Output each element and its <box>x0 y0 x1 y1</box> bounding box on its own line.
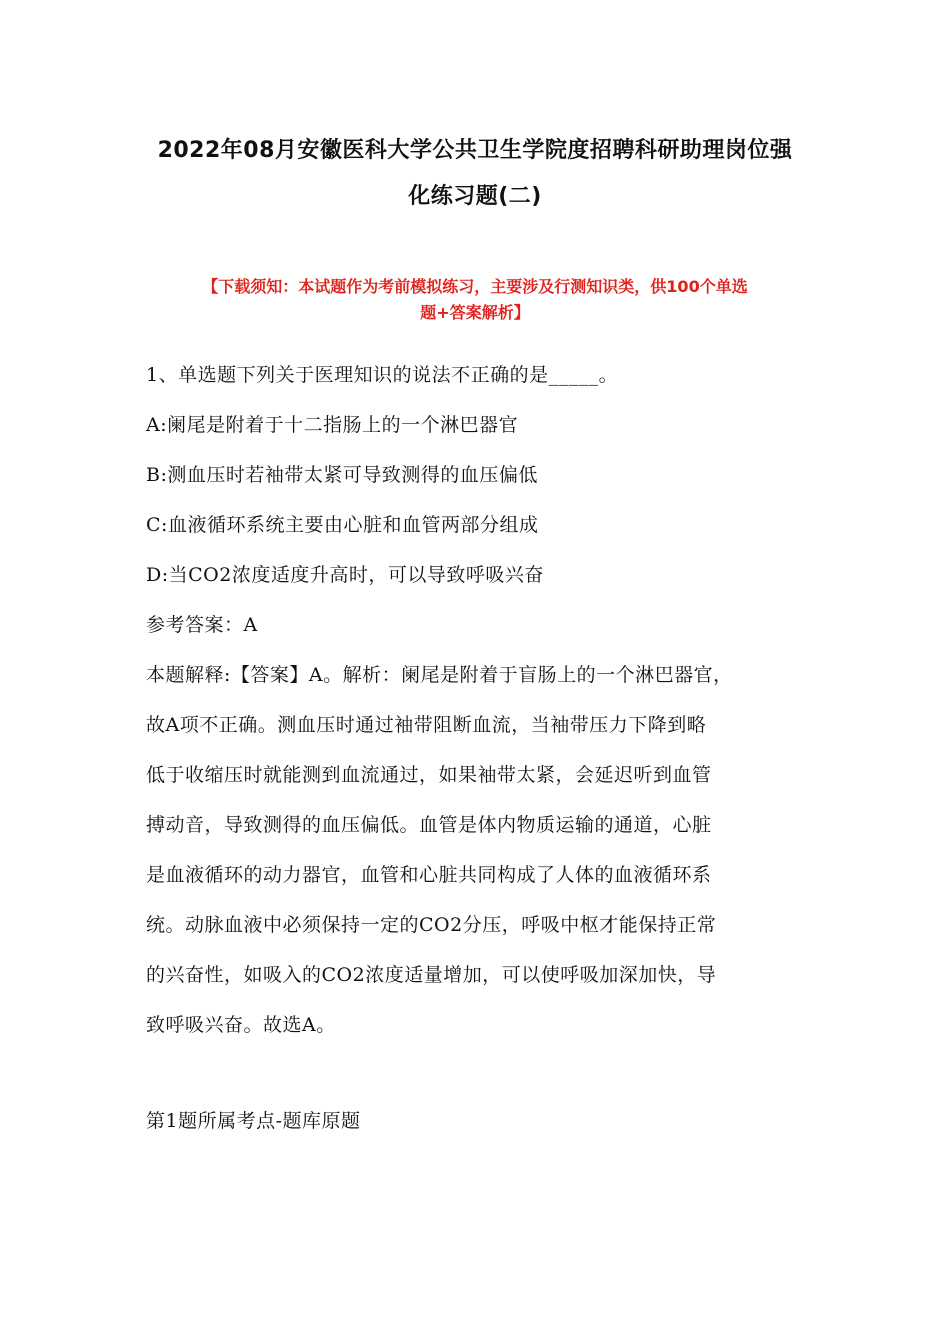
explanation-line: 的兴奋性，如吸入的CO2浓度适量增加，可以使呼吸加深加快，导 <box>146 964 717 986</box>
explanation-line: 低于收缩压时就能测到血流通过，如果袖带太紧，会延迟听到血管 <box>146 764 712 786</box>
option-a: A:阑尾是附着于十二指肠上的一个淋巴器官 <box>146 414 519 436</box>
explanation-line: 故A项不正确。测血压时通过袖带阻断血流，当袖带压力下降到略 <box>146 714 707 736</box>
explanation-line: 统。动脉血液中必须保持一定的CO2分压，呼吸中枢才能保持正常 <box>146 914 717 936</box>
reference-answer: 参考答案：A <box>146 614 258 636</box>
title-line-2: 化练习题(二) <box>408 184 542 209</box>
download-notice <box>140 274 810 326</box>
explanation-line: 是血液循环的动力器官，血管和心脏共同构成了人体的血液循环系 <box>146 864 712 886</box>
explanation-line: 搏动音，导致测得的血压偏低。血管是体内物质运输的通道，心脏 <box>146 814 712 836</box>
option-d: D:当CO2浓度适度升高时，可以导致呼吸兴奋 <box>146 564 544 586</box>
question-stem: 1、单选题下列关于医理知识的说法不正确的是_____。 <box>146 364 619 386</box>
explanation-line: 本题解释:【答案】A。解析：阑尾是附着于盲肠上的一个淋巴器官， <box>146 664 733 686</box>
explanation-line: 致呼吸兴奋。故选A。 <box>146 1014 336 1036</box>
question-block <box>146 357 826 1050</box>
answer-explanation <box>146 650 826 1050</box>
option-b: B:测血压时若袖带太紧可导致测得的血压偏低 <box>146 464 538 486</box>
notice-line-1: 【下载须知：本试题作为考前模拟练习，主要涉及行测知识类，供100个单选 <box>202 277 748 296</box>
notice-line-2: 题+答案解析】 <box>420 303 530 322</box>
document-title <box>120 128 830 220</box>
knowledge-point: 第1题所属考点-题库原题 <box>146 1110 361 1132</box>
title-line-1: 2022年08月安徽医科大学公共卫生学院度招聘科研助理岗位强 <box>157 138 793 163</box>
option-c: C:血液循环系统主要由心脏和血管两部分组成 <box>146 514 539 536</box>
